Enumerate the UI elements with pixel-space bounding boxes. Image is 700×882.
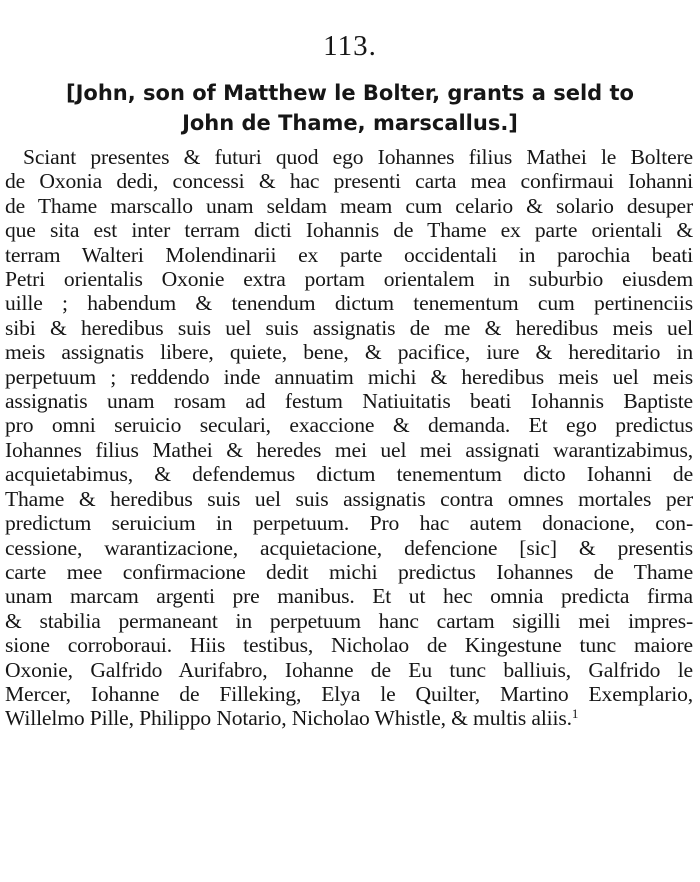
text-line-5: terram Walteri Molendinarii ex parte occidentali in parochia beati: [5, 242, 693, 267]
text-line-2: de Oxonia dedi, concessi & hac presenti carta mea confirmaui Iohanni: [5, 169, 693, 194]
footnote-marker: 1: [571, 706, 579, 722]
text-line-21: sione corroboraui. Hiis testibus, Nicholao de Kingestune tunc maiore: [5, 633, 693, 658]
text-line-4: que sita est inter terram dicti Iohannis de Thame ex parte orientali &: [5, 218, 693, 243]
text-line-24: [5, 706, 693, 730]
text-line-1: Sciant presentes & futuri quod ego Iohannes filius Mathei le Boltere: [23, 145, 693, 169]
text-line-3: de Thame marscallo unam seldam meam cum celario & solario desuper: [5, 193, 693, 218]
heading-line-1: [John, son of Matthew le Bolter, grants a seld to: [66, 81, 634, 105]
text-line-17: cessione, warantizacione, acquietacione, defencione [sic] & presentis: [5, 535, 693, 560]
charter-text: [5, 145, 693, 731]
text-line-11: assignatis unam rosam ad festum Natiuitatis beati Iohannis Baptiste: [5, 389, 693, 414]
page-number: 113.: [323, 30, 377, 62]
text-line-22: Oxonie, Galfrido Aurifabro, Iohanne de Eu tunc balliuis, Galfrido le: [5, 657, 693, 682]
text-line-23: Mercer, Iohanne de Filleking, Elya le Quilter, Martino Exemplario,: [5, 681, 693, 706]
text-line-19: unam marcam argenti pre manibus. Et ut hec omnia predicta firma: [5, 584, 693, 609]
text-line-10: perpetuum ; reddendo inde annuatim michi & heredibus meis uel meis: [5, 364, 693, 389]
text-line-7: uille ; habendum & tenendum dictum tenementum cum pertinenciis: [5, 291, 693, 316]
text-line-18: carte mee confirmacione dedit michi predictus Iohannes de Thame: [5, 559, 693, 584]
text-line-13: Iohannes filius Mathei & heredes mei uel mei assignati warantizabimus,: [5, 437, 693, 462]
text-line-20: & stabilia permaneant in perpetuum hanc cartam sigilli mei impres-: [5, 608, 693, 633]
text-line-9: meis assignatis libere, quiete, bene, & pacifice, iure & hereditario in: [5, 340, 693, 365]
charter-heading: [0, 78, 700, 138]
text-line-6: Petri orientalis Oxonie extra portam orientalem in suburbio eiusdem: [5, 267, 693, 292]
text-line-8: sibi & heredibus suis uel suis assignatis de me & heredibus meis uel: [5, 315, 693, 340]
text-line-16: predictum seruicium in perpetuum. Pro hac autem donacione, con-: [5, 511, 693, 536]
text-line-24-content: Willelmo Pille, Philippo Notario, Nicholao Whistle, & multis aliis.: [5, 706, 572, 731]
text-line-15: Thame & heredibus suis uel suis assignatis contra omnes mortales per: [5, 486, 693, 511]
heading-line-2: John de Thame, marscallus.]: [182, 111, 518, 135]
text-line-12: pro omni seruicio seculari, exaccione & demanda. Et ego predictus: [5, 413, 693, 438]
text-line-14: acquietabimus, & defendemus dictum tenementum dicto Iohanni de: [5, 462, 693, 487]
